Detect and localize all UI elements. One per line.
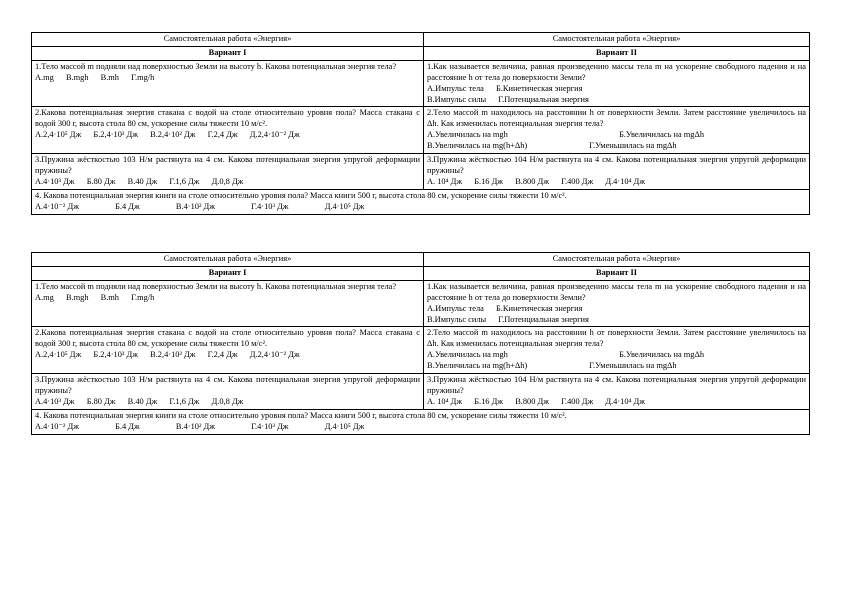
question-text: 2.Тело массой m находилось на расстоянии h от поверхности Земли. Затем расстояние увеличилось на Δh. Как изменилась потенциальная энергия тела? — [427, 328, 806, 349]
answer: Д.4·10⁴ Дж — [605, 396, 646, 406]
answer: B.mh — [100, 72, 119, 82]
answer: В.Импульс силы — [427, 94, 487, 104]
answer: A.Увеличилась на mgh — [427, 130, 508, 140]
v2-question-1 — [424, 60, 810, 107]
variant-1-heading: Вариант I — [32, 46, 424, 60]
answer: Г.1,6 Дж — [169, 396, 200, 406]
worksheet-copy-2 — [31, 252, 810, 435]
question-text: 1.Тело массой m подняли над поверхностью Земли на высоту h. Какова потенциальная энергия тела? — [35, 281, 397, 291]
answer: Б.Увеличилась на mgΔh — [619, 350, 705, 360]
answer: Б.4 Дж — [115, 421, 140, 431]
answer: B.mh — [100, 292, 119, 302]
answer: Г.400 Дж — [561, 176, 594, 186]
answer: Д.2,4·10⁻² Дж — [249, 350, 300, 360]
answer: Г.Потенциальная энергия — [498, 94, 589, 104]
v1-question-3 — [32, 374, 424, 410]
v2-question-3 — [424, 374, 810, 410]
answer: A.mg — [35, 72, 54, 82]
question-text: 3.Пружина жёсткостью 103 Н/м растянута на 4 см. Какова потенциальная энергия упругой деформации пружины? — [35, 155, 420, 175]
answer: Г.2,4 Дж — [207, 350, 238, 360]
v2-question-3 — [424, 154, 810, 190]
v1-question-1 — [32, 60, 424, 107]
answer: В.Увеличилась на mg(h+Δh) — [427, 361, 528, 371]
answer: Б.16 Дж — [474, 176, 504, 186]
answer: В.40 Дж — [127, 396, 158, 406]
answer: Б.Кинетическая энергия — [495, 303, 583, 313]
answer: Д.0,8 Дж — [211, 176, 244, 186]
v2-question-2 — [424, 107, 810, 154]
answer: Б.Кинетическая энергия — [495, 83, 583, 93]
answer: Б.16 Дж — [474, 396, 504, 406]
v2-question-1 — [424, 280, 810, 327]
question-text: 2.Тело массой m находилось на расстоянии h от поверхности Земли. Затем расстояние увеличилось на Δh. Как изменилась потенциальная энергия тела? — [427, 108, 806, 129]
answer: Б.2,4·10³ Дж — [93, 130, 139, 140]
question-text: 3.Пружина жёсткостью 103 Н/м растянута на 4 см. Какова потенциальная энергия упругой деформации пружины? — [35, 375, 420, 395]
question-text: 1.Как называется величина, равная произведению массы тела m на ускорение свободного падения и на расстояние h от тела до поверхности Земли? — [427, 281, 806, 302]
answer: В.2,4·10² Дж — [150, 350, 196, 360]
answer: Г.4·10³ Дж — [251, 421, 289, 431]
answer: Д.0,8 Дж — [211, 396, 244, 406]
question-text: 3.Пружина жёсткостью 104 Н/м растянута на 4 см. Какова потенциальная энергия упругой деформации пружины? — [427, 375, 806, 395]
answer: В.4·10² Дж — [175, 421, 216, 431]
question-text: 1.Тело массой m подняли над поверхностью Земли на высоту h. Какова потенциальная энергия тела? — [35, 61, 397, 71]
answer: Б.2,4·10³ Дж — [93, 350, 139, 360]
answer: A.4·10³ Дж — [35, 176, 75, 186]
answer: A. 10⁴ Дж — [427, 396, 463, 406]
title-left: Самостоятельная работа «Энергия» — [32, 33, 424, 47]
answer: Г.2,4 Дж — [207, 130, 238, 140]
answer: Г.1,6 Дж — [169, 176, 200, 186]
question-text: 4. Какова потенциальная энергия книги на столе относительно уровня пола? Масса книги 500 г, высота стола 80 см, ускорение силы тяжести 10 м/с². — [35, 190, 567, 200]
worksheet-copy-1 — [31, 32, 810, 215]
title-right: Самостоятельная работа «Энергия» — [424, 253, 810, 267]
answer: Д.4·10⁵ Дж — [324, 201, 365, 211]
title-right: Самостоятельная работа «Энергия» — [424, 33, 810, 47]
variant-1-heading: Вариант I — [32, 266, 424, 280]
answer: Б.80 Дж — [86, 396, 116, 406]
answer: Д.4·10⁵ Дж — [324, 421, 365, 431]
answer: Г.Уменьшилась на mgΔh — [589, 361, 677, 371]
v1-question-4 — [32, 189, 810, 214]
question-text: 4. Какова потенциальная энергия книги на столе относительно уровня пола? Масса книги 500 г, высота стола 80 см, ускорение силы тяжести 10 м/с². — [35, 410, 567, 420]
answer: A. 10⁴ Дж — [427, 176, 463, 186]
answer: Д.2,4·10⁻² Дж — [249, 130, 300, 140]
v1-question-3 — [32, 154, 424, 190]
answer: A.4·10⁻² Дж — [35, 421, 80, 431]
question-text: 1.Как называется величина, равная произведению массы тела m на ускорение свободного падения и на расстояние h от тела до поверхности Земли? — [427, 61, 806, 82]
answer: A.2,4·10⁵ Дж — [35, 130, 82, 140]
title-left: Самостоятельная работа «Энергия» — [32, 253, 424, 267]
answer: B.mgh — [65, 292, 89, 302]
answer: A.4·10³ Дж — [35, 396, 75, 406]
answer: Г.mg/h — [131, 72, 155, 82]
answer: Б.Увеличилась на mgΔh — [619, 130, 705, 140]
answer: В.Импульс силы — [427, 314, 487, 324]
question-text: 3.Пружина жёсткостью 104 Н/м растянута на 4 см. Какова потенциальная энергия упругой деформации пружины? — [427, 155, 806, 175]
answer: A.2,4·10⁵ Дж — [35, 350, 82, 360]
answer: В.Увеличилась на mg(h+Δh) — [427, 141, 528, 151]
answer: Б.4 Дж — [115, 201, 140, 211]
question-text: 2.Какова потенциальная энергия стакана с водой на столе относительно уровня пола? Масса стакана с водой 300 г, высота стола 80 см, ускорение силы тяжести 10 м/с². — [35, 328, 420, 349]
answer: Д.4·10⁴ Дж — [605, 176, 646, 186]
answer: В.2,4·10² Дж — [150, 130, 196, 140]
answer: Г.400 Дж — [561, 396, 594, 406]
answer: Б.80 Дж — [86, 176, 116, 186]
answer: Г.mg/h — [131, 292, 155, 302]
answer: A.mg — [35, 292, 54, 302]
answer: A.4·10⁻² Дж — [35, 201, 80, 211]
answer: B.mgh — [65, 72, 89, 82]
answer: В.800 Дж — [515, 396, 550, 406]
answer: Г.Потенциальная энергия — [498, 314, 589, 324]
variant-2-heading: Вариант II — [424, 46, 810, 60]
question-text: 2.Какова потенциальная энергия стакана с водой на столе относительно уровня пола? Масса стакана с водой 300 г, высота стола 80 см, ускорение силы тяжести 10 м/с². — [35, 108, 420, 129]
v2-question-2 — [424, 327, 810, 374]
answer: В.4·10² Дж — [175, 201, 216, 211]
v1-question-1 — [32, 280, 424, 327]
answer: A.Импульс тела — [427, 83, 484, 93]
answer: В.800 Дж — [515, 176, 550, 186]
answer: A.Импульс тела — [427, 303, 484, 313]
answer: A.Увеличилась на mgh — [427, 350, 508, 360]
v1-question-4 — [32, 409, 810, 434]
answer: Г.4·10³ Дж — [251, 201, 289, 211]
v1-question-2 — [32, 327, 424, 374]
answer: Г.Уменьшилась на mgΔh — [589, 141, 677, 151]
v1-question-2 — [32, 107, 424, 154]
variant-2-heading: Вариант II — [424, 266, 810, 280]
answer: В.40 Дж — [127, 176, 158, 186]
